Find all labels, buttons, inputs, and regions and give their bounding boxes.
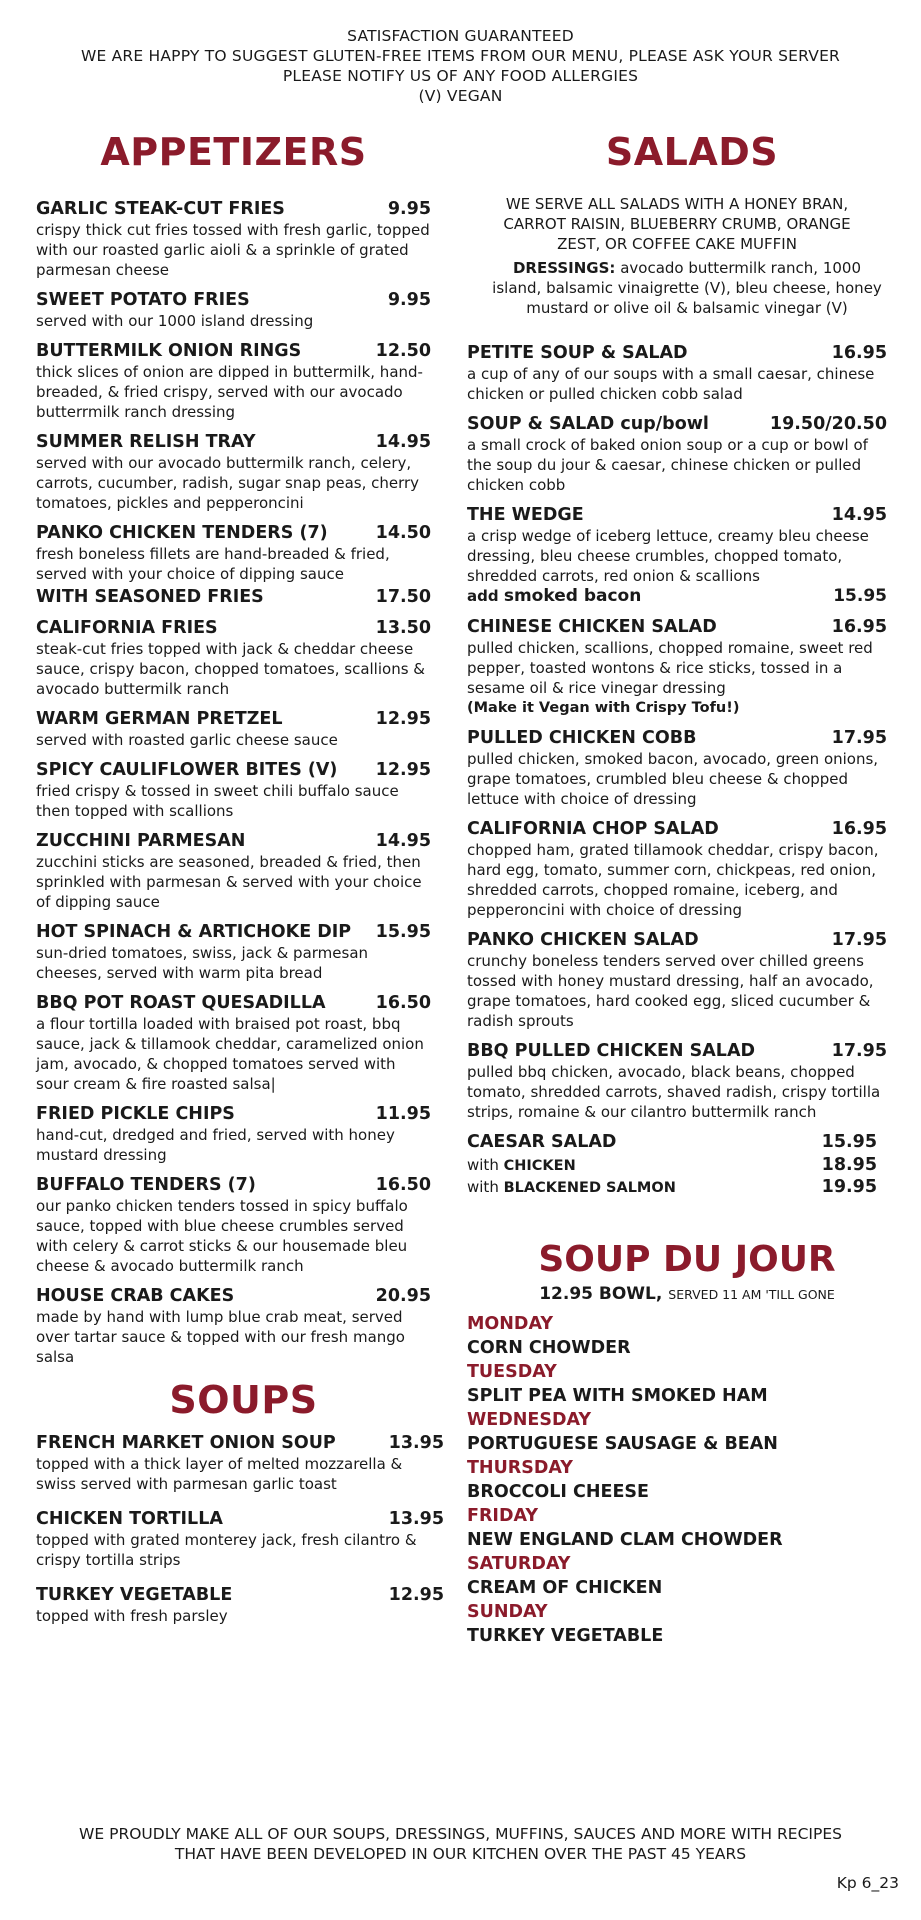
menu-item xyxy=(36,198,431,280)
header-line-allergies: PLEASE NOTIFY US OF ANY FOOD ALLERGIES xyxy=(282,67,639,85)
soup-day-soup: NEW ENGLAND CLAM CHOWDER xyxy=(467,1530,783,1550)
menu-item xyxy=(36,289,431,331)
menu-item-price: 11.95 xyxy=(375,1104,431,1124)
caesar-block xyxy=(467,1131,877,1197)
soup-du-jour-title: SOUP DU JOUR xyxy=(538,1239,836,1280)
menu-item-price: 17.95 xyxy=(831,1041,887,1061)
caesar-salmon-option: BLACKENED SALMON xyxy=(503,1180,676,1196)
menu-item-price: 17.95 xyxy=(831,728,887,748)
dressings-list: avocado buttermilk ranch, 1000 island, balsamic vinaigrette (V), bleu cheese, honey mustard or olive oil & balsamic vinegar (V) xyxy=(492,259,882,317)
with-label: with xyxy=(467,1156,499,1174)
footer-line-2: THAT HAVE BEEN DEVELOPED IN OUR KITCHEN OVER THE PAST 45 YEARS xyxy=(174,1845,747,1863)
menu-item-description: served with our avocado buttermilk ranch, celery, carrots, cucumber, radish, sugar snap peas, cherry tomatoes, pickles and pepperoncini xyxy=(36,454,420,512)
header-line-guarantee: SATISFACTION GUARANTEED xyxy=(347,27,574,45)
menu-item-price: 14.50 xyxy=(375,523,431,543)
menu-item-price: 19.50/20.50 xyxy=(769,414,887,434)
menu-item-description: served with our 1000 island dressing xyxy=(36,312,314,330)
menu-item-price: 12.95 xyxy=(388,1585,444,1605)
menu-item xyxy=(467,727,887,809)
salads-muffin-note: WE SERVE ALL SALADS WITH A HONEY BRAN, CARROT RAISIN, BLUEBERRY CRUMB, ORANGE ZEST, OR COFFEE CAKE MUFFIN xyxy=(503,195,851,253)
menu-item-header xyxy=(36,1174,431,1196)
menu-item-description: sun-dried tomatoes, swiss, jack & parmesan cheeses, served with warm pita bread xyxy=(36,944,369,982)
soup-day-name: WEDNESDAY xyxy=(467,1410,592,1430)
menu-item-description: topped with grated monterey jack, fresh cilantro & crispy tortilla strips xyxy=(36,1531,417,1569)
menu-item-header xyxy=(36,1584,444,1606)
menu-item-price: 16.95 xyxy=(831,819,887,839)
menu-item-name: TURKEY VEGETABLE xyxy=(36,1585,233,1605)
menu-item xyxy=(467,929,887,1031)
soup-day-soup: BROCCOLI CHEESE xyxy=(467,1482,649,1502)
appetizers-list xyxy=(36,198,431,1367)
menu-item-name: HOUSE CRAB CAKES xyxy=(36,1286,235,1306)
menu-item-name: SWEET POTATO FRIES xyxy=(36,290,250,310)
menu-item xyxy=(36,1103,431,1165)
menu-item xyxy=(467,342,887,404)
menu-item-description: zucchini sticks are seasoned, breaded & fried, then sprinkled with parmesan & served with your choice of dipping sauce xyxy=(36,853,422,911)
menu-item xyxy=(36,617,431,699)
soup-day-name: SATURDAY xyxy=(467,1554,571,1574)
menu-item-header xyxy=(36,1285,431,1307)
menu-item-price: 13.95 xyxy=(388,1433,444,1453)
menu-item-price: 20.95 xyxy=(375,1286,431,1306)
appetizers-title: APPETIZERS xyxy=(100,130,367,174)
menu-item-description: topped with fresh parsley xyxy=(36,1607,228,1625)
menu-item-header xyxy=(467,1040,887,1062)
menu-item-header xyxy=(36,921,431,943)
menu-item-name: GARLIC STEAK-CUT FRIES xyxy=(36,199,285,219)
menu-item-header xyxy=(36,289,431,311)
menu-header xyxy=(0,26,921,106)
soup-day-name: FRIDAY xyxy=(467,1506,539,1526)
menu-item-description: thick slices of onion are dipped in buttermilk, hand-breaded, & fried crispy, served with our avocado butterrmilk ranch dressing xyxy=(36,363,423,421)
menu-item xyxy=(467,504,887,607)
menu-item-description: chopped ham, grated tillamook cheddar, crispy bacon, hard egg, tomato, summer corn, chickpeas, red onion, shredded carrots, chopped romaine, iceberg, and pepperoncini with choice of dressing xyxy=(467,841,879,919)
menu-item xyxy=(36,1584,444,1626)
menu-item-header xyxy=(467,818,887,840)
menu-item xyxy=(467,1040,887,1122)
menu-item-name: CALIFORNIA FRIES xyxy=(36,618,218,638)
soup-day-name: SUNDAY xyxy=(467,1602,548,1622)
menu-item-description: hand-cut, dredged and fried, served with honey mustard dressing xyxy=(36,1126,395,1164)
menu-item-name: HOT SPINACH & ARTICHOKE DIP xyxy=(36,922,352,942)
menu-item-price: 16.95 xyxy=(831,343,887,363)
menu-item-header xyxy=(36,1508,444,1530)
menu-item-price: 16.50 xyxy=(375,993,431,1013)
menu-item-name: SUMMER RELISH TRAY xyxy=(36,432,256,452)
soup-day-name: THURSDAY xyxy=(467,1458,573,1478)
with-label: with xyxy=(467,1178,499,1196)
menu-item-name: CHINESE CHICKEN SALAD xyxy=(467,617,717,637)
menu-item xyxy=(36,992,431,1094)
header-line-gluten: WE ARE HAPPY TO SUGGEST GLUTEN-FREE ITEMS FROM OUR MENU, PLEASE ASK YOUR SERVER xyxy=(80,47,841,65)
soup-du-jour-price xyxy=(467,1283,897,1306)
menu-item-name: WITH SEASONED FRIES xyxy=(36,587,264,607)
menu-item-header xyxy=(36,1432,444,1454)
soup-day-name: MONDAY xyxy=(467,1314,554,1334)
menu-code: Kp 6_23 xyxy=(836,1874,899,1892)
menu-item-name: ZUCCHINI PARMESAN xyxy=(36,831,246,851)
menu-item-description: a crisp wedge of iceberg lettuce, creamy bleu cheese dressing, bleu cheese crumbles, chopped tomato, shredded carrots, red onion & scallions xyxy=(467,527,869,585)
menu-item-description: topped with a thick layer of melted mozzarella & swiss served with parmesan garlic toast xyxy=(36,1455,403,1493)
menu-item-header xyxy=(36,830,431,852)
soup-day-soup: SPLIT PEA WITH SMOKED HAM xyxy=(467,1386,768,1406)
menu-item-price: 12.50 xyxy=(375,341,431,361)
footer-line-1: WE PROUDLY MAKE ALL OF OUR SOUPS, DRESSINGS, MUFFINS, SAUCES AND MORE WITH RECIPES xyxy=(79,1825,842,1843)
menu-item xyxy=(36,586,431,608)
menu-item-description: crispy thick cut fries tossed with fresh garlic, topped with our roasted garlic aioli & a sprinkle of grated parmesan cheese xyxy=(36,221,430,279)
menu-item-name: FRENCH MARKET ONION SOUP xyxy=(36,1433,336,1453)
soup-day-soup: TURKEY VEGETABLE xyxy=(467,1626,664,1646)
menu-item-header xyxy=(467,342,887,364)
menu-item-header xyxy=(36,522,431,544)
menu-item-name: THE WEDGE xyxy=(467,505,584,525)
salads-list xyxy=(467,342,887,1122)
menu-item-header xyxy=(36,340,431,362)
menu-item-description: served with roasted garlic cheese sauce xyxy=(36,731,338,749)
menu-item-header xyxy=(36,586,431,608)
soup-day-soup: CREAM OF CHICKEN xyxy=(467,1578,663,1598)
menu-item xyxy=(36,340,431,422)
addon-prefix: add xyxy=(467,587,499,605)
menu-item-header xyxy=(36,992,431,1014)
menu-item-price: 9.95 xyxy=(387,199,431,219)
menu-item-header xyxy=(36,1103,431,1125)
menu-item-description: a small crock of baked onion soup or a cup or bowl of the soup du jour & caesar, chinese chicken or pulled chicken cobb xyxy=(467,436,868,494)
caesar-chicken-price: 18.95 xyxy=(821,1155,877,1175)
menu-item-description: our panko chicken tenders tossed in spicy buffalo sauce, topped with blue cheese crumbles served with celery & carrot sticks & our housemade bleu cheese & avocado buttermilk ranch xyxy=(36,1197,408,1275)
soups-title: SOUPS xyxy=(169,1378,318,1422)
menu-item-name: SOUP & SALAD cup/bowl xyxy=(467,414,709,434)
addon-label xyxy=(467,586,641,607)
menu-item-name: FRIED PICKLE CHIPS xyxy=(36,1104,235,1124)
menu-item xyxy=(36,1285,431,1367)
menu-item-description: made by hand with lump blue crab meat, served over tartar sauce & topped with our fresh mango salsa xyxy=(36,1308,405,1366)
menu-item-header xyxy=(36,198,431,220)
menu-item xyxy=(36,1174,431,1276)
menu-item-header xyxy=(467,413,887,435)
caesar-salad-row xyxy=(467,1131,877,1153)
menu-item-name: CHICKEN TORTILLA xyxy=(36,1509,223,1529)
menu-item-name: PETITE SOUP & SALAD xyxy=(467,343,688,363)
menu-item-header xyxy=(467,929,887,951)
menu-item-description: fried crispy & tossed in sweet chili buffalo sauce then topped with scallions xyxy=(36,782,399,820)
header-line-vegan: (V) VEGAN xyxy=(418,87,503,105)
menu-item-price: 12.95 xyxy=(375,760,431,780)
menu-item-price: 14.95 xyxy=(831,505,887,525)
menu-item-description: a cup of any of our soups with a small caesar, chinese chicken or pulled chicken cobb salad xyxy=(467,365,875,403)
right-column xyxy=(467,128,897,1648)
soup-du-jour-bowl-price: 12.95 BOWL, xyxy=(539,1284,663,1304)
menu-item-description: fresh boneless fillets are hand-breaded & fried, served with your choice of dipping sauce xyxy=(36,545,390,583)
salads-dressings-note xyxy=(467,258,897,318)
caesar-chicken-row xyxy=(467,1155,877,1175)
left-column xyxy=(36,128,444,1640)
menu-item-header xyxy=(467,504,887,526)
menu-item-name: BUFFALO TENDERS (7) xyxy=(36,1175,256,1195)
menu-item-header xyxy=(467,727,887,749)
menu-item-name: SPICY CAULIFLOWER BITES (V) xyxy=(36,760,338,780)
menu-item-description: steak-cut fries topped with jack & cheddar cheese sauce, crispy bacon, chopped tomatoes, scallions & avocado buttermilk ranch xyxy=(36,640,425,698)
menu-item-name: PULLED CHICKEN COBB xyxy=(467,728,697,748)
dressings-label: DRESSINGS: xyxy=(512,259,616,277)
menu-item xyxy=(36,708,431,750)
menu-item xyxy=(467,616,887,718)
menu-item-name: BUTTERMILK ONION RINGS xyxy=(36,341,302,361)
caesar-salmon-price: 19.95 xyxy=(821,1177,877,1197)
menu-item xyxy=(36,522,431,584)
menu-item-header xyxy=(36,431,431,453)
menu-item xyxy=(36,1432,444,1494)
soups-list xyxy=(36,1432,444,1626)
addon-name: smoked bacon xyxy=(503,586,642,606)
caesar-salmon-row xyxy=(467,1177,877,1197)
soup-du-jour-days xyxy=(467,1312,897,1648)
soup-day-soup: CORN CHOWDER xyxy=(467,1338,631,1358)
menu-item-name: WARM GERMAN PRETZEL xyxy=(36,709,283,729)
salads-title: SALADS xyxy=(605,130,779,174)
menu-item-price: 17.95 xyxy=(831,930,887,950)
menu-item-price: 16.50 xyxy=(375,1175,431,1195)
soup-du-jour-hours: SERVED 11 AM 'TILL GONE xyxy=(668,1287,835,1302)
menu-item-price: 12.95 xyxy=(375,709,431,729)
menu-item-description: pulled bbq chicken, avocado, black beans, chopped tomato, shredded carrots, shaved radish, crispy tortilla strips, romaine & our cilantro buttermilk ranch xyxy=(467,1063,881,1121)
menu-item-price: 15.95 xyxy=(375,922,431,942)
menu-item-name: BBQ PULLED CHICKEN SALAD xyxy=(467,1041,756,1061)
menu-item xyxy=(467,413,887,495)
menu-item-note: (Make it Vegan with Crispy Tofu!) xyxy=(467,700,740,716)
menu-item-price: 13.95 xyxy=(388,1509,444,1529)
menu-item-price: 13.50 xyxy=(375,618,431,638)
soup-day-soup: PORTUGUESE SAUSAGE & BEAN xyxy=(467,1434,778,1454)
menu-item-description: a flour tortilla loaded with braised pot roast, bbq sauce, jack & tillamook cheddar, caramelized onion jam, avocado, & chopped tomatoes served with sour cream & fire roasted salsa| xyxy=(36,1015,424,1093)
caesar-chicken-option: CHICKEN xyxy=(503,1158,576,1174)
menu-item-description: pulled chicken, smoked bacon, avocado, green onions, grape tomatoes, crumbled bleu cheese & chopped lettuce with choice of dressing xyxy=(467,750,879,808)
menu-item-description: crunchy boneless tenders served over chilled greens tossed with honey mustard dressing, half an avocado, grape tomatoes, hard cooked egg, sliced cucumber & radish sprouts xyxy=(467,952,874,1030)
menu-item-header xyxy=(467,616,887,638)
menu-item-name: CALIFORNIA CHOP SALAD xyxy=(467,819,719,839)
menu-item xyxy=(36,1508,444,1570)
menu-item-name: PANKO CHICKEN TENDERS (7) xyxy=(36,523,328,543)
menu-item-addon xyxy=(467,586,887,607)
menu-item-description: pulled chicken, scallions, chopped romaine, sweet red pepper, toasted wontons & rice sticks, tossed in a sesame oil & rice vinegar dressing xyxy=(467,639,873,697)
menu-item-price: 14.95 xyxy=(375,432,431,452)
addon-price: 15.95 xyxy=(833,586,887,606)
menu-item-price: 9.95 xyxy=(387,290,431,310)
menu-item xyxy=(467,818,887,920)
menu-item-name: BBQ POT ROAST QUESADILLA xyxy=(36,993,326,1013)
menu-item xyxy=(36,759,431,821)
caesar-salad-price: 15.95 xyxy=(821,1132,877,1152)
soup-day-name: TUESDAY xyxy=(467,1362,557,1382)
menu-item xyxy=(36,921,431,983)
menu-item-header xyxy=(36,617,431,639)
caesar-salad-name: CAESAR SALAD xyxy=(467,1132,617,1152)
menu-item-name: PANKO CHICKEN SALAD xyxy=(467,930,699,950)
menu-item-header xyxy=(36,759,431,781)
menu-item xyxy=(36,431,431,513)
menu-item xyxy=(36,830,431,912)
menu-item-header xyxy=(36,708,431,730)
menu-item-price: 17.50 xyxy=(375,587,431,607)
soup-du-jour-block xyxy=(467,1237,897,1648)
menu-footer xyxy=(0,1824,921,1864)
menu-item-price: 14.95 xyxy=(375,831,431,851)
menu-item-price: 16.95 xyxy=(831,617,887,637)
